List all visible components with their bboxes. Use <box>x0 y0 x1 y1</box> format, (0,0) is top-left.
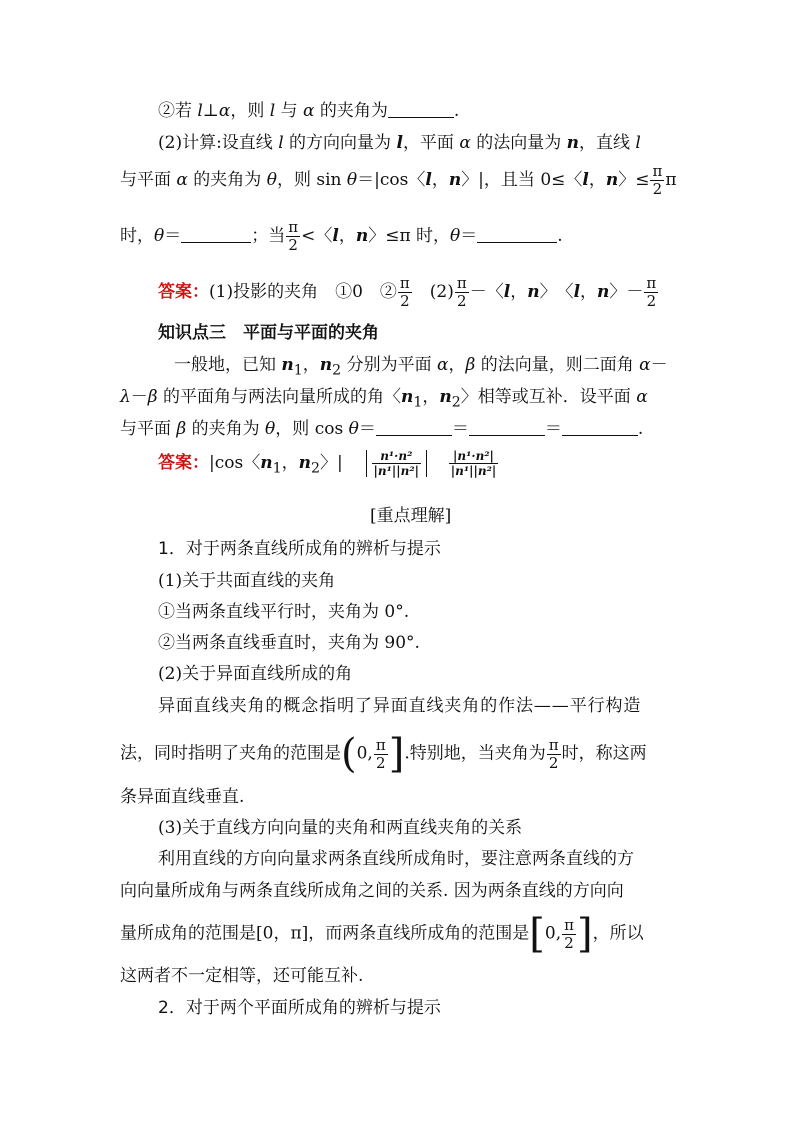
direction-line-1: 利用直线的方向向量求两条直线所成角时，要注意两条直线的方 <box>158 849 634 869</box>
section-title-plane-angle: 知识点三 平面与平面的夹角 <box>158 323 379 343</box>
answer-2: 答案：|cos〈$n_1$，$n_2$〉| $\frac{\text{n¹·n²}}{\text{|n¹||n²|}}$ $\frac{\text{|n¹·n²|}}{\text{|n¹||n²|}}$ <box>158 449 497 478</box>
heading-plane-angle: 2．对于两个平面所成角的辨析与提示 <box>158 998 441 1018</box>
direction-line-2: 向向量所成角与两条直线所成角之间的关系. 因为两条直线的方向向 <box>120 881 624 901</box>
coplanar-perpendicular: ②当两条直线垂直时，夹角为 90°. <box>158 633 420 653</box>
fraction-pi-over-2: $\frac{\pi}{2}$ <box>564 915 574 952</box>
plane-angle-line-3: 与平面 β 的夹角为 θ，则 cos θ＝ ＝ ＝ . <box>120 419 644 439</box>
skew-line-2: 法，同时指明了夹角的范围是(0, $\frac{\pi}{2}$ ].特别地，当夹角为 $\frac{\pi}{2}$ 时，称这两 <box>120 731 647 777</box>
line-compute: (2)计算:设直线 l 的方向向量为 l，平面 α 的法向量为 n，直线 l <box>158 133 641 153</box>
answer-blank <box>388 100 454 118</box>
answer-blank <box>181 225 251 243</box>
answer-blank <box>562 418 638 436</box>
abs-fraction: $\frac{\text{n¹·n²}}{\text{|n¹||n²|}}$ <box>366 450 427 477</box>
answer-blank <box>376 418 452 436</box>
fraction-pi-over-2: $\frac{\pi}{2}$ <box>288 218 299 254</box>
skew-line-3: 条异面直线垂直. <box>120 787 245 807</box>
line-theta-cases: 时，θ＝ ；当 $\frac{\pi}{2}$ <〈l，n〉≤π 时，θ＝ . <box>120 218 563 254</box>
direction-line-4: 这两者不一定相等，还可能互补. <box>120 966 364 986</box>
subheading-skew: (2)关于异面直线所成的角 <box>158 664 353 684</box>
fraction-pi-over-2: $\frac{\pi}{2}$ <box>399 274 410 310</box>
line-sin-formula: 与平面 α 的夹角为 θ，则 sin θ＝|cos〈l，n〉|，且当 0≤〈l，n〉≤ $\frac{\pi}{2}$ π <box>120 162 677 198</box>
answer-label: 答案： <box>158 282 209 302</box>
skew-line-1: 异面直线夹角的概念指明了异面直线夹角的作法——平行构造 <box>158 696 642 716</box>
fraction-pi-over-2: $\frac{\pi}{2}$ <box>548 735 559 772</box>
subheading-direction-vector: (3)关于直线方向向量的夹角和两直线夹角的关系 <box>158 818 523 838</box>
plane-angle-line-2: λ－β 的平面角与两法向量所成的角〈$n_1$，$n_2$〉相等或互补．设平面 α <box>120 387 648 411</box>
answer-blank <box>477 225 557 243</box>
direction-line-3: 量所成角的范围是[0，π]，而两条直线所成角的范围是[0, $\frac{\pi}{2}$ ]，所以 <box>120 911 644 957</box>
coplanar-parallel: ①当两条直线平行时，夹角为 0°. <box>158 602 410 622</box>
fraction-pi-over-2: $\frac{\pi}{2}$ <box>456 274 467 310</box>
heading-line-angle: 1．对于两条直线所成角的辨析与提示 <box>158 539 441 559</box>
answer-blank <box>469 418 545 436</box>
answer-1: 答案：(1)投影的夹角 ①0 ② $\frac{\pi}{2}$ (2) $\frac{\pi}{2}$ －〈l，n〉 〈l，n〉－ $\frac{\pi}{2}$ <box>158 274 657 310</box>
fraction-abs-dot: $\frac{\text{|n¹·n²|}}{\text{|n¹||n²|}}$ <box>450 449 497 478</box>
fraction-pi-over-2: $\frac{\pi}{2}$ <box>652 162 663 198</box>
fraction-pi-over-2: $\frac{\pi}{2}$ <box>646 274 657 310</box>
line-perpendicular: ②若 l⊥α，则 l 与 α 的夹角为 . <box>158 101 460 121</box>
subheading-coplanar: (1)关于共面直线的夹角 <box>158 571 336 591</box>
key-understanding-title: [重点理解] <box>370 506 452 526</box>
answer-label: 答案： <box>158 453 209 473</box>
fraction-pi-over-2: $\frac{\pi}{2}$ <box>375 735 386 772</box>
plane-angle-line-1: 一般地，已知 $n_1$，$n_2$ 分别为平面 α，β 的法向量，则二面角 α－ <box>174 355 668 379</box>
